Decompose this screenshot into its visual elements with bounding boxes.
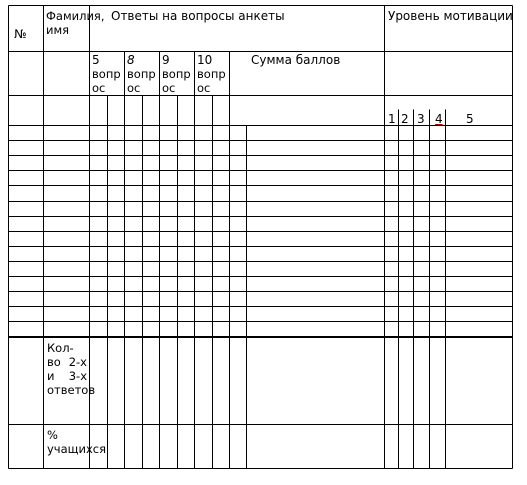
header-number: № (14, 27, 27, 41)
sum-header: Сумма баллов (251, 53, 341, 67)
level-1: 1 (388, 112, 396, 126)
header-motivation-group: Уровень мотивации (388, 9, 513, 23)
question-8-number: 8 (127, 53, 135, 67)
question-9-number: 9 (162, 53, 170, 67)
count-row-label: Кол-во 2-х и 3-х ответов (47, 341, 96, 397)
question-10-number: 10 (197, 53, 213, 67)
header-answers-group: Ответы на вопросы анкеты (111, 9, 285, 23)
question-8-label: вопр ос (127, 67, 156, 95)
level-3: 3 (417, 112, 425, 126)
percent-row-label: % учащихся (47, 428, 106, 456)
question-9-label: вопр ос (162, 67, 191, 95)
question-5-label: вопр ос (92, 67, 121, 95)
header-name: Фамилия, имя (46, 9, 105, 37)
level-4: 4 (435, 112, 443, 126)
level-5: 5 (466, 112, 474, 126)
question-10-label: вопр ос (197, 67, 226, 95)
question-5-number: 5 (92, 53, 100, 67)
level-2: 2 (401, 112, 409, 126)
